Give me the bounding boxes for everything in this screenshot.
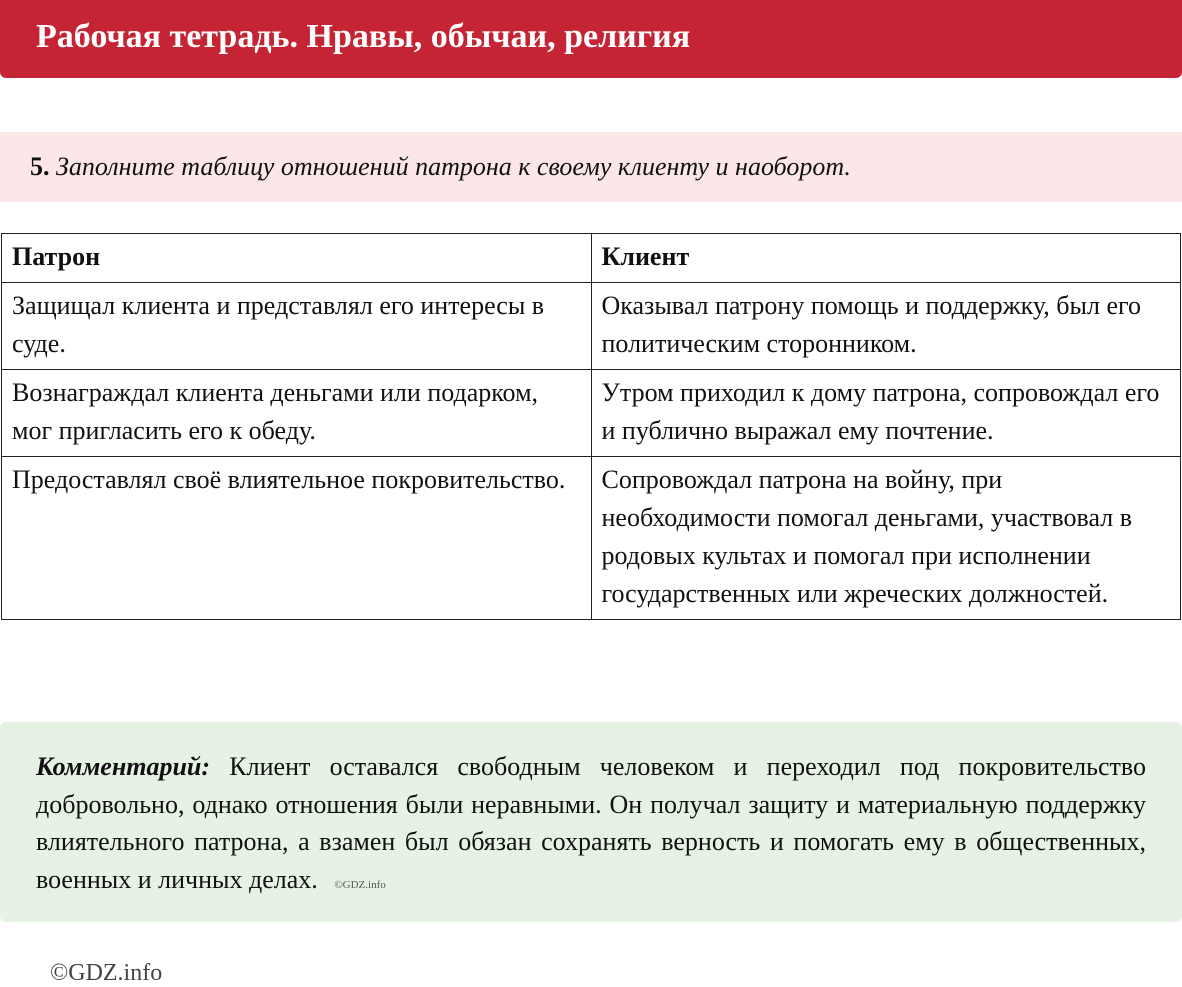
comment-box <box>0 722 1182 922</box>
inline-watermark: ©GDZ.info <box>334 878 386 891</box>
task-band <box>0 132 1182 202</box>
table-row <box>2 283 1181 370</box>
table-cell-patron: Защищал клиента и представлял его интересы в суде. <box>2 283 592 370</box>
table-row <box>2 370 1181 457</box>
header-banner <box>0 0 1182 78</box>
table-cell-client: Оказывал патрону помощь и поддержку, был его политическим сторонником. <box>591 283 1181 370</box>
task-statement <box>30 152 851 181</box>
comment-paragraph <box>36 748 1146 904</box>
table-cell-client: Сопровождал патрона на войну, при необходимости помогал деньгами, участвовал в родовых культах и помогал при исполнении государственных или жреческих должностей. <box>591 457 1181 620</box>
table-cell-patron: Предоставлял своё влиятельное покровительство. <box>2 457 592 620</box>
comment-label: Комментарий: <box>36 752 211 781</box>
table-cell-client: Утром приходил к дому патрона, сопровождал его и публично выражал ему почтение. <box>591 370 1181 457</box>
footer-copyright: ©GDZ.info <box>50 960 163 986</box>
task-number: 5. <box>30 152 50 181</box>
table-row <box>2 457 1181 620</box>
patron-client-table <box>1 233 1181 620</box>
comment-text: Клиент оставался свободным человеком и переходил под покровительство добровольно, однако отношения были неравными. Он получал защиту и материальную поддержку влиятельного патрона, а взамен был обязан сохранять верность и помогать ему в общественных, военных и личных делах. <box>36 752 1147 894</box>
table-cell-patron: Вознаграждал клиента деньгами или подарком, мог пригласить его к обеду. <box>2 370 592 457</box>
page-title: Рабочая тетрадь. Нравы, обычаи, религия <box>36 18 691 55</box>
column-header-patron: Патрон <box>2 234 592 283</box>
column-header-client: Клиент <box>591 234 1181 283</box>
table-header-row <box>2 234 1181 283</box>
task-text: Заполните таблицу отношений патрона к своему клиенту и наоборот. <box>56 152 851 181</box>
